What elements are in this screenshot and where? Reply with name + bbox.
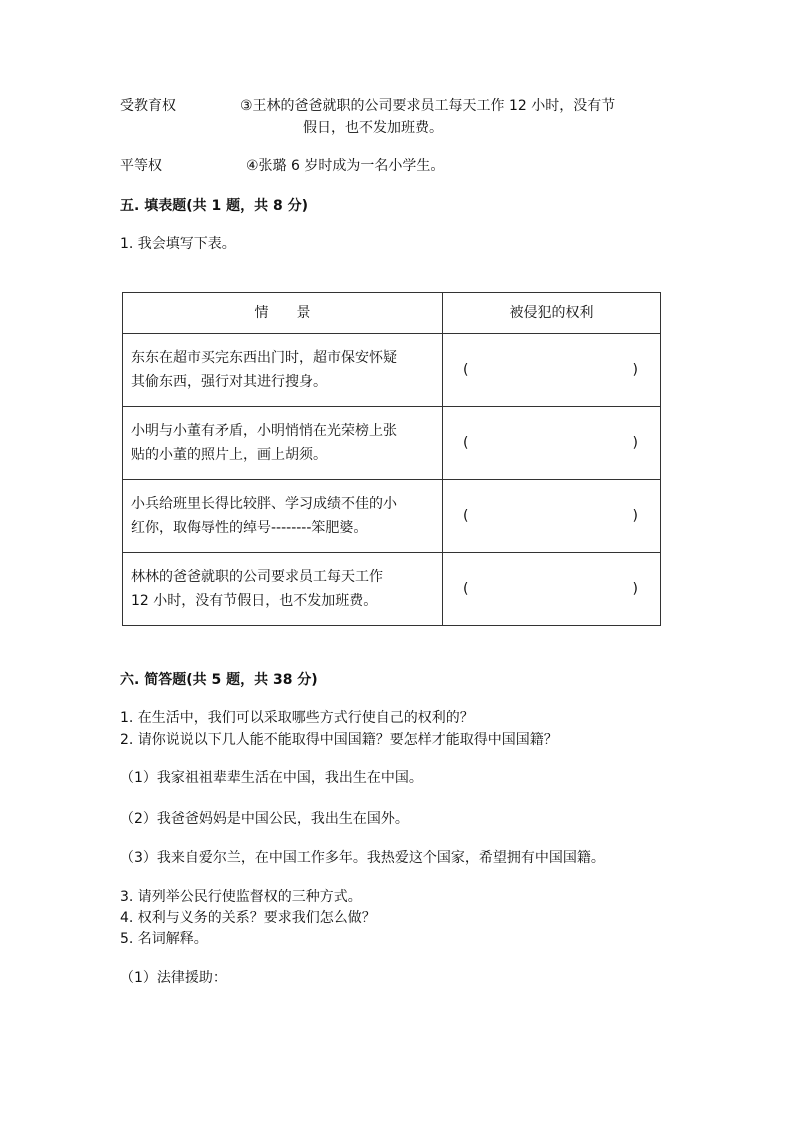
fill-table (122, 292, 661, 626)
answer-cell[interactable] (443, 407, 661, 480)
table-header-row (123, 293, 661, 334)
scene-cell (123, 553, 443, 626)
scene-line: 其偷东西，强行对其进行搜身。 (131, 374, 327, 390)
match-left-4: 平等权 (120, 158, 162, 174)
scene-line: 贴的小董的照片上，画上胡须。 (131, 447, 327, 463)
section6-q1: 1. 在生活中，我们可以采取哪些方式行使自己的权利的？ (120, 710, 474, 726)
section6-heading: 六. 简答题(共 5 题，共 38 分) (120, 672, 318, 688)
header-scene: 情 景 (123, 293, 443, 334)
scene-line: 东东在超市买完东西出门时，超市保安怀疑 (131, 350, 397, 366)
open-paren: ( (463, 508, 469, 524)
section5-heading: 五. 填表题(共 1 题，共 8 分) (120, 198, 308, 214)
scene-line: 12 小时，没有节假日，也不发加班费。 (131, 593, 378, 609)
match-right-4: ④张璐 6 岁时成为一名小学生。 (246, 158, 445, 174)
section6-q2-3: （3）我来自爱尔兰，在中国工作多年。我热爱这个国家，希望拥有中国国籍。 (120, 850, 605, 866)
close-paren: ) (632, 508, 638, 524)
table-row (123, 480, 661, 553)
section6-q3: 3. 请列举公民行使监督权的三种方式。 (120, 889, 362, 905)
scene-line: 红你，取侮辱性的绰号--------笨肥婆。 (131, 520, 368, 536)
section6-q4: 4. 权利与义务的关系？要求我们怎么做？ (120, 910, 376, 926)
scene-line: 小兵给班里长得比较胖、学习成绩不佳的小 (131, 496, 397, 512)
open-paren: ( (463, 362, 469, 378)
scene-line: 林林的爸爸就职的公司要求员工每天工作 (131, 569, 383, 585)
scene-line: 小明与小董有矛盾，小明悄悄在光荣榜上张 (131, 423, 397, 439)
section6-q2: 2. 请你说说以下几人能不能取得中国国籍？要怎样才能取得中国国籍？ (120, 732, 558, 748)
section5-q1: 1. 我会填写下表。 (120, 236, 236, 252)
table-row (123, 334, 661, 407)
section6-q2-2: （2）我爸爸妈妈是中国公民，我出生在国外。 (120, 811, 409, 827)
match-right-3-line2: 假日，也不发加班费。 (303, 120, 443, 136)
open-paren: ( (463, 435, 469, 451)
scene-cell (123, 480, 443, 553)
close-paren: ) (632, 581, 638, 597)
section6-q5-1: （1）法律援助： (120, 970, 227, 986)
match-right-3-line1: ③王林的爸爸就职的公司要求员工每天工作 12 小时，没有节 (240, 98, 616, 114)
close-paren: ) (632, 362, 638, 378)
scene-cell (123, 334, 443, 407)
answer-cell[interactable] (443, 480, 661, 553)
table-row (123, 553, 661, 626)
scene-cell (123, 407, 443, 480)
header-right: 被侵犯的权利 (443, 293, 661, 334)
close-paren: ) (632, 435, 638, 451)
match-left-3: 受教育权 (120, 98, 176, 114)
table-row (123, 407, 661, 480)
answer-cell[interactable] (443, 334, 661, 407)
section6-q5: 5. 名词解释。 (120, 931, 208, 947)
answer-cell[interactable] (443, 553, 661, 626)
open-paren: ( (463, 581, 469, 597)
section6-q2-1: （1）我家祖祖辈辈生活在中国，我出生在中国。 (120, 770, 423, 786)
